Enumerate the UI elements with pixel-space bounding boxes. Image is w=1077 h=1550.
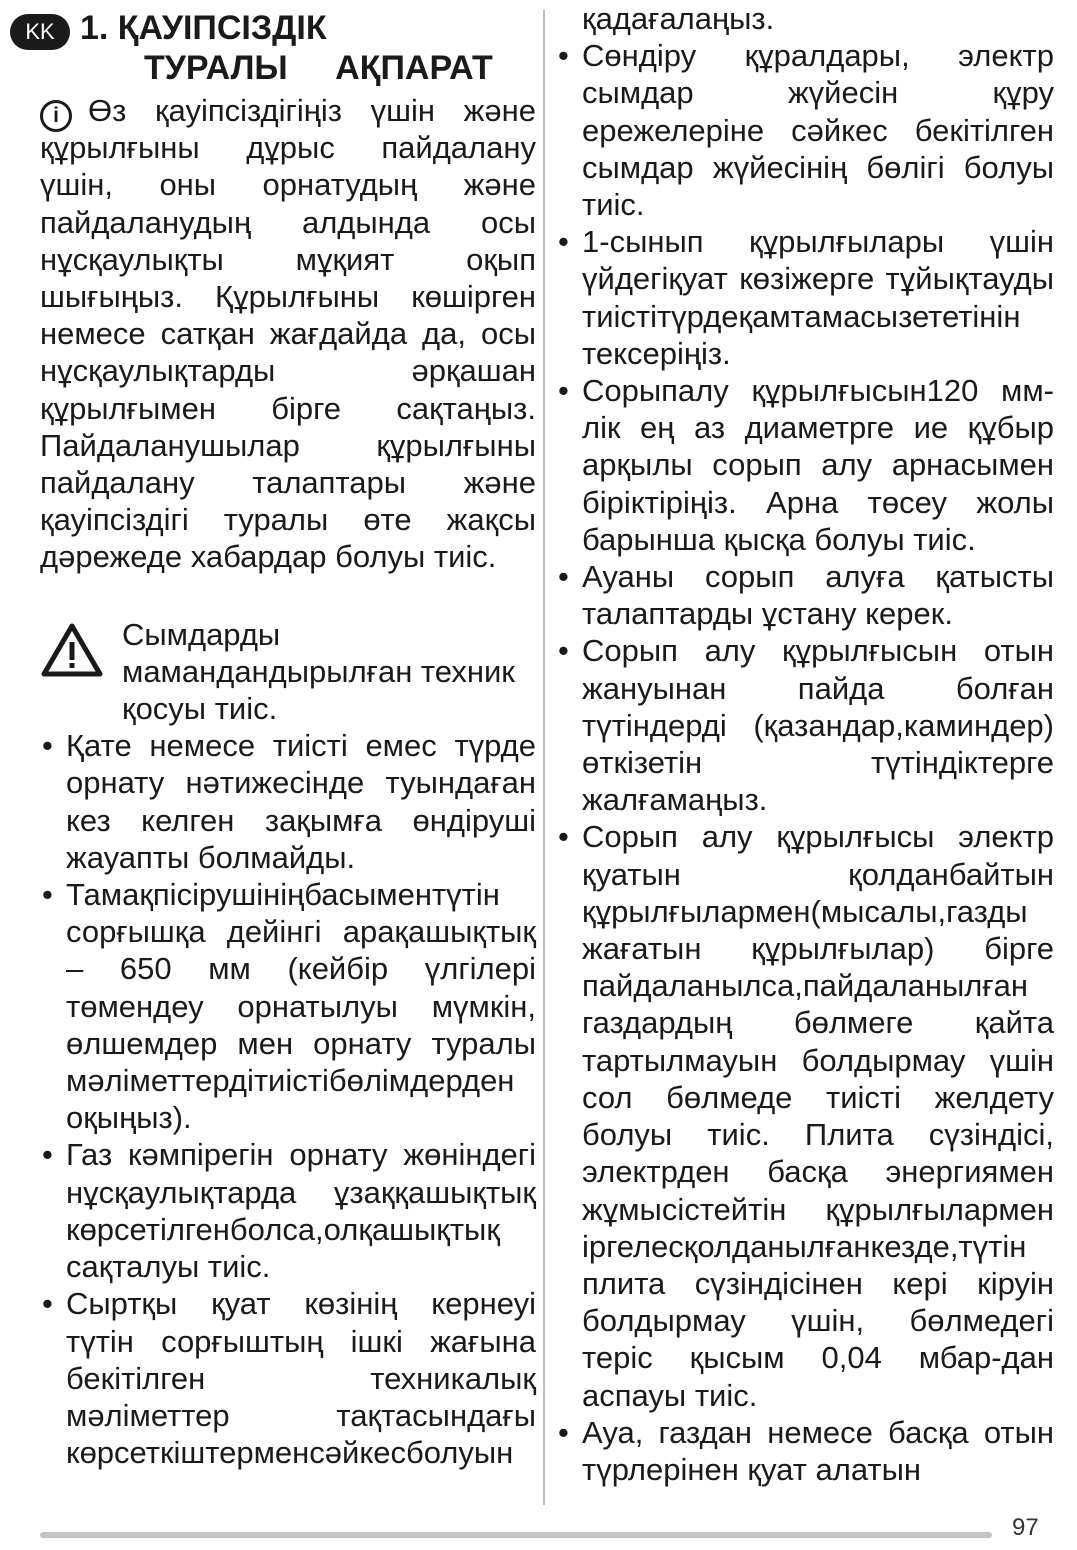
warning-text: Сымдарды мамандандырылған техник қосуы тиіс. bbox=[122, 616, 515, 727]
list-item: • Ауа, газдан немесе басқа отын түрлерінен қуат алатын bbox=[556, 1414, 1054, 1488]
list-item: • Сыртқы қуат көзінің кернеуі түтін сорғыштың ішкі жағына бекітілген техникалық мәліметтер тақтасындағы көрсеткіштерменсәйкесболуын bbox=[40, 1285, 536, 1471]
right-bullet-list bbox=[556, 37, 1054, 1488]
list-item: • Қате немесе тиісті емес түрде орнату нәтижесінде туындаған кез келген зақымға өндіруші жауапты болмайды. bbox=[40, 727, 536, 876]
list-item: • Газ кәмпірегін орнату жөніндегі нұсқаулықтарда ұзаққашықтық көрсетілгенболса,олқашықтық сақталуы тиіс. bbox=[40, 1136, 536, 1285]
page-number: 97 bbox=[1012, 1514, 1039, 1541]
list-item: • Сөндіру құралдары, электр сымдар жүйесін құру ережелеріне сәйкес бекітілген сымдар жүйесінің бөлігі болуы тиіс. bbox=[556, 37, 1054, 223]
left-bullet-list bbox=[40, 727, 536, 1471]
footer-rule bbox=[40, 1532, 992, 1538]
warning-triangle-icon bbox=[40, 622, 104, 678]
heading-line-2: ТУРАЛЫ АҚПАРАТ bbox=[144, 49, 493, 87]
left-column bbox=[25, 0, 536, 1471]
continued-text: қадағалаңыз. bbox=[582, 1, 775, 36]
info-paragraph: Өз қауіпсіздігіңіз үшін және құрылғыны дұрыс пайдалану үшін, оны орнатудың және пайдаланудың алдында осы нұсқаулықты мұқият оқып шығыңыз. Құрылғыны көшірген немесе сатқан жағдайда да, осы нұсқаулықтарды әрқашан құрылғымен бірге сақтаңыз. Пайдаланушылар құрылғыны пайдалану талаптары және қауіпсіздігі туралы өте жақсы дәрежеде хабардар болуы тиіс. bbox=[40, 93, 536, 575]
list-item: • Ауаны сорып алуға қатысты талаптарды ұстану керек. bbox=[556, 558, 1054, 632]
right-column bbox=[556, 0, 1054, 1488]
info-block bbox=[40, 92, 536, 576]
language-badge: KK bbox=[10, 14, 70, 50]
list-item: • Сорып алу құрылғысы электр қуатын қолданбайтын құрылғылармен(мысалы,газды жағатын құрылғылар) бірге пайдаланылса,пайдаланылған газдардың бөлмеге қайта тартылмауын болдырмау үшін сол бөлмеде тиісті желдету болуы тиіс. Плита сүзіндісі, электрден басқа энергиямен жұмысістейтін құрылғылармен іргелесқолданылғанкезде,түтін плита сүзіндісінен кері кіруін болдырмау үшін, бөлмедегі теріс қысым 0,04 мбар-дан аспауы тиіс. bbox=[556, 818, 1054, 1413]
info-icon: i bbox=[40, 100, 72, 132]
list-item: • 1-сынып құрылғылары үшін үйдегіқуат көзіжерге тұйықтауды тиістітүрдеқамтамасызететінін тексеріңіз. bbox=[556, 223, 1054, 372]
section-heading bbox=[25, 6, 536, 87]
list-item: • Тамақпісірушініңбасыментүтін сорғышқа дейінгі арақашықтық – 650 мм (кейбір үлгілері төмендеу орнатылуы мүмкін, өлшемдер мен орнату туралы мәліметтердітиістібөлімдерден оқыңыз). bbox=[40, 876, 536, 1136]
warning-block bbox=[40, 616, 536, 728]
column-divider bbox=[543, 10, 545, 1505]
list-item: • Сорып алу құрылғысын отын жануынан пайда болған түтіндерді (қазандар,каминдер) өткізетін түтіндіктерге жалғамаңыз. bbox=[556, 632, 1054, 818]
heading-line-1: 1. ҚАУІПСІЗДІК bbox=[80, 9, 327, 47]
list-item: • Сорыпалу құрылғысын120 мм-лік ең аз диаметрге ие құбыр арқылы сорып алу арнасымен біріктіріңіз. Арна төсеу жолы барынша қысқа болуы тиіс. bbox=[556, 372, 1054, 558]
